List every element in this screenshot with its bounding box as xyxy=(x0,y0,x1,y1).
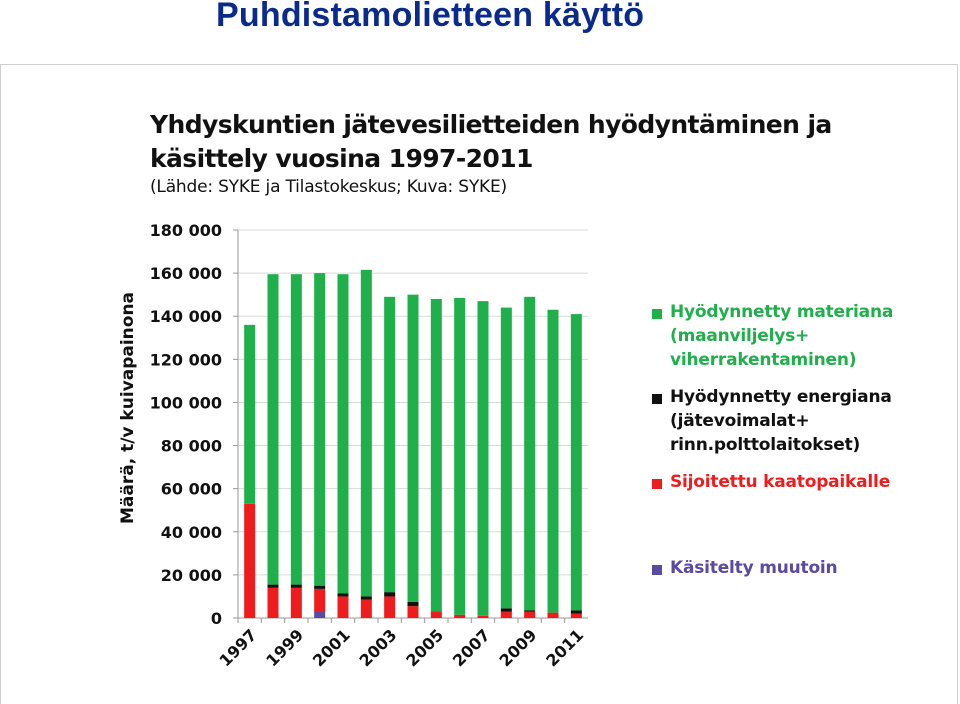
x-tick-label: 2011 xyxy=(542,625,588,671)
legend-label-material: Hyödynnetty materiana (maanviljelys+ viherrakentaminen) xyxy=(670,302,894,370)
bar-segment-material-2000 xyxy=(314,273,325,586)
bar-segment-energy-2002 xyxy=(361,596,372,599)
bar-segment-energy-2011 xyxy=(571,610,582,613)
y-tick-label: 120 000 xyxy=(149,350,222,370)
bar-segment-energy-1998 xyxy=(268,585,279,588)
bar-segment-landfill-2004 xyxy=(408,606,419,618)
bar-segment-landfill-1998 xyxy=(268,588,279,618)
bar-segment-energy-2003 xyxy=(384,592,395,596)
bar-segment-energy-2000 xyxy=(314,586,325,589)
chart-title: Yhdyskuntien jätevesilietteiden hyödyntäminen ja käsittely vuosina 1997-2011 xyxy=(150,110,832,173)
bar-segment-material-2005 xyxy=(431,299,442,612)
y-tick-label: 160 000 xyxy=(149,264,222,284)
y-tick-label: 80 000 xyxy=(160,436,222,456)
bar-segment-landfill-2006 xyxy=(454,615,465,618)
bar-segment-landfill-2011 xyxy=(571,614,582,618)
bar-segment-material-2009 xyxy=(524,297,535,611)
bar-segment-landfill-2009 xyxy=(524,612,535,618)
bar-segment-material-2007 xyxy=(478,301,489,616)
legend-label-landfill: Sijoitettu kaatopaikalle xyxy=(670,472,891,492)
bar-segment-material-2003 xyxy=(384,297,395,592)
legend-swatch-landfill xyxy=(652,479,662,489)
x-tick-label: 1999 xyxy=(262,625,308,671)
y-tick-label: 140 000 xyxy=(149,307,222,327)
bar-segment-landfill-1999 xyxy=(291,588,302,618)
bar-segment-landfill-2001 xyxy=(338,596,349,618)
legend-swatch-energy xyxy=(652,394,662,404)
x-tick-label: 2007 xyxy=(448,625,494,671)
legend-swatch-other xyxy=(652,565,662,575)
bar-segment-material-2010 xyxy=(548,310,559,613)
x-tick-labels xyxy=(216,625,588,670)
y-tick-label: 0 xyxy=(210,609,222,628)
y-axis-label: Määrä, t/v kuivapainona xyxy=(118,291,138,525)
bar-segment-material-2004 xyxy=(408,295,419,602)
x-tick-label: 2003 xyxy=(355,625,401,671)
bar-segment-landfill-2010 xyxy=(548,613,559,618)
bar-segment-landfill-2007 xyxy=(478,616,489,618)
bar-segment-energy-1999 xyxy=(291,585,302,588)
bar-segment-material-2011 xyxy=(571,314,582,610)
y-tick-label: 60 000 xyxy=(160,479,222,499)
x-tick-label: 2005 xyxy=(402,625,448,671)
bars xyxy=(244,270,582,618)
x-tick-label: 2001 xyxy=(308,625,354,671)
bar-segment-material-2006 xyxy=(454,298,465,615)
x-tick-label: 1997 xyxy=(215,625,261,671)
page-title: Puhdistamolietteen käyttö xyxy=(216,0,645,34)
bar-segment-energy-2004 xyxy=(408,602,419,606)
bar-segment-energy-2001 xyxy=(338,593,349,596)
legend-label-energy: Hyödynnetty energiana (jätevoimalat+ rinn.polttolaitokset) xyxy=(670,387,892,455)
chart-subtitle: (Lähde: SYKE ja Tilastokeskus; Kuva: SYKE) xyxy=(150,177,507,197)
y-tick-labels xyxy=(150,221,222,628)
bar-segment-landfill-2005 xyxy=(431,612,442,618)
y-tick-label: 40 000 xyxy=(160,522,222,542)
bar-segment-landfill-2000 xyxy=(314,589,325,612)
bar-segment-material-1998 xyxy=(268,274,279,584)
y-tick-label: 180 000 xyxy=(149,221,222,240)
x-tick-label: 2009 xyxy=(495,625,541,671)
bar-segment-energy-2008 xyxy=(501,608,512,611)
bar-segment-energy-2009 xyxy=(524,610,535,611)
y-tick-label: 100 000 xyxy=(149,393,222,413)
bar-segment-landfill-2003 xyxy=(384,596,395,618)
bar-segment-material-2002 xyxy=(361,270,372,597)
bar-segment-material-2001 xyxy=(338,274,349,593)
bar-segment-landfill-2008 xyxy=(501,612,512,618)
bar-segment-material-1997 xyxy=(244,325,255,504)
bar-segment-material-2008 xyxy=(501,308,512,609)
bar-segment-material-1999 xyxy=(291,274,302,584)
legend-label-other: Käsitelty muutoin xyxy=(670,558,838,578)
bar-segment-landfill-2002 xyxy=(361,600,372,618)
y-tick-label: 20 000 xyxy=(160,565,222,585)
bar-segment-landfill-1997 xyxy=(244,504,255,618)
legend-swatch-material xyxy=(652,309,662,319)
bar-segment-other-2000 xyxy=(314,612,325,618)
